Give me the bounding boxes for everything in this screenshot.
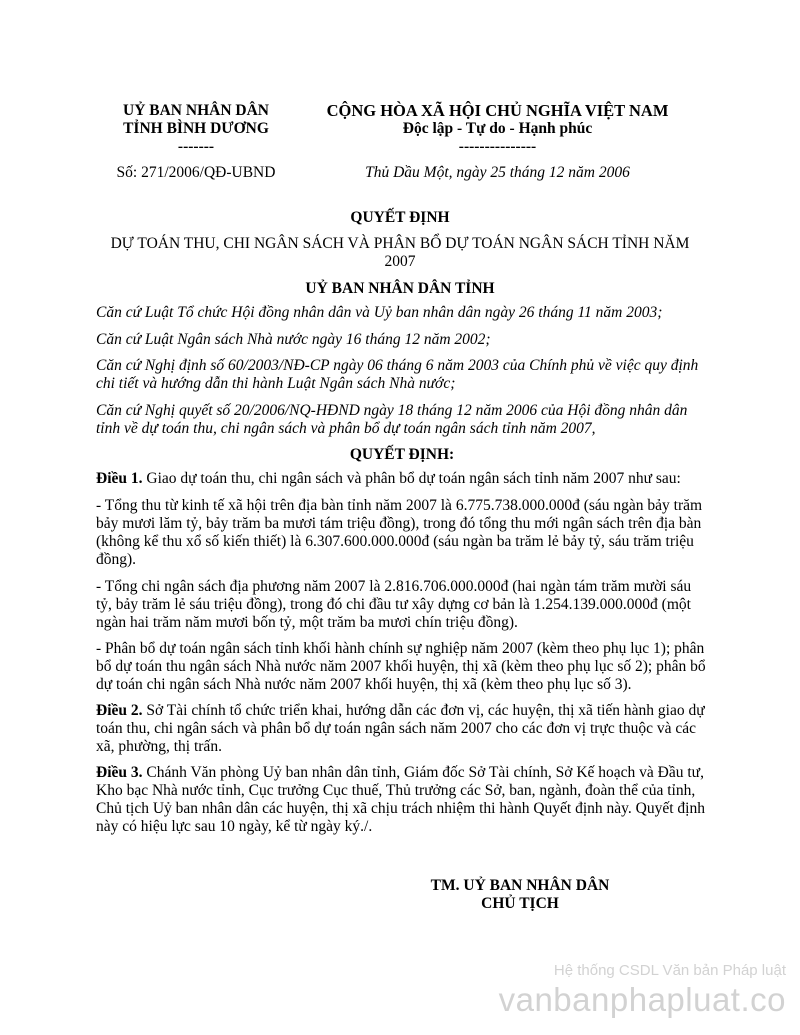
article-2 [96,702,708,756]
basis-4 [96,402,708,438]
basis-1 [96,304,708,322]
document-subject [100,235,700,271]
basis-text: Căn cứ Nghị định số 60/2003/NĐ-CP ngày 06 tháng 6 năm 2003 của Chính phủ về việc quy định chi tiết và hướng dẫn thi hành Luật Ngân sách Nhà nước; [96,357,699,392]
national-header [300,102,695,156]
article-2-label: Điều 2. [96,702,143,719]
signature-block [390,877,650,913]
motto-rule: --------------- [458,138,537,155]
basis-2 [96,331,708,349]
watermark-line-2: vanbanphapluat.co [498,981,786,1018]
issuing-agency [96,102,296,156]
article-1-text: Giao dự toán thu, chi ngân sách và phân bổ dự toán ngân sách tỉnh năm 2007 như sau: [146,470,681,487]
article-1-item-3 [96,640,708,694]
watermark-line-1: Hệ thống CSDL Văn bản Pháp luật [553,962,786,979]
article-3 [96,764,708,836]
list-item: - Phân bổ dự toán ngân sách tỉnh khối hành chính sự nghiệp năm 2007 (kèm theo phụ lục 1); phân bổ dự toán thu ngân sách Nhà nước năm 2007 khối huyện, thị xã (kèm theo phụ lục số 2); phân bổ dự toán chi ngân sách Nhà nước năm 2007 khối huyện, thị xã (kèm theo phụ lục số 3). [96,640,706,693]
place-date: Thủ Dầu Một, ngày 25 tháng 12 năm 2006 [365,164,630,181]
basis-text: Căn cứ Nghị quyết số 20/2006/NQ-HĐND ngày 18 tháng 12 năm 2006 của Hội đồng nhân dân tỉnh về dự toán thu, chi ngân sách và phân bổ dự toán ngân sách tỉnh năm 2007, [96,402,688,437]
issuer-heading: UỶ BAN NHÂN DÂN TỈNH [305,280,495,297]
article-3-text: Chánh Văn phòng Uỷ ban nhân dân tỉnh, Giám đốc Sở Tài chính, Sở Kế hoạch và Đầu tư, Kho bạc Nhà nước tỉnh, Cục trưởng Cục thuế, Thủ trưởng các Sở, ban, ngành, đoàn thể của tỉnh, Chủ tịch Uỷ ban nhân dân các huyện, thị xã chịu trách nhiệm thi hành Quyết định này. Quyết định này có hiệu lực sau 10 ngày, kể từ ngày ký./. [96,764,705,835]
agency-line-2: TỈNH BÌNH DƯƠNG [123,120,269,137]
article-3-label: Điều 3. [96,764,143,781]
document-number: Số: 271/2006/QĐ-UBND [116,164,276,181]
document-type: QUYẾT ĐỊNH [350,209,450,226]
decision-heading: QUYẾT ĐỊNH: [349,446,455,463]
article-1-label: Điều 1. [96,470,143,487]
signature-line-1: TM. UỶ BAN NHÂN DÂN [430,877,610,894]
article-1-item-1 [96,497,708,569]
list-item: - Tổng chi ngân sách địa phương năm 2007 là 2.816.706.000.000đ (hai ngàn tám trăm mười sáu tỷ, bảy trăm lẻ sáu triệu đồng), trong đó chi đầu tư xây dựng cơ bản là 1.254.139.000.000đ (một ngàn hai trăm năm mươi bốn tỷ, một trăm ba mươi chín triệu đồng). [96,578,692,631]
basis-3 [96,357,708,393]
signature-line-2: CHỦ TỊCH [481,895,559,912]
country-name: CỘNG HÒA XÃ HỘI CHỦ NGHĨA VIỆT NAM [326,101,669,120]
agency-line-1: UỶ BAN NHÂN DÂN [123,102,269,119]
article-2-text: Sở Tài chính tổ chức triển khai, hướng dẫn các đơn vị, các huyện, thị xã tiến hành giao dự toán thu, chi ngân sách và phân bổ dự toán ngân sách năm 2007 cho các đơn vị trực thuộc và các xã, phường, thị trấn. [96,702,705,755]
basis-text: Căn cứ Luật Ngân sách Nhà nước ngày 16 tháng 12 năm 2002; [96,331,491,348]
list-item: - Tổng thu từ kinh tế xã hội trên địa bàn tỉnh năm 2007 là 6.775.738.000.000đ (sáu ngàn bảy trăm bảy mươi lăm tỷ, bảy trăm ba mươi tám triệu đồng), trong đó tổng thu mới ngân sách trên địa bàn (không kể thu xổ số kiến thiết) là 6.307.600.000.000đ (sáu ngàn ba trăm lẻ bảy tỷ, sáu trăm triệu đồng). [96,497,703,568]
article-1 [96,470,708,488]
basis-text: Căn cứ Luật Tổ chức Hội đồng nhân dân và Uỷ ban nhân dân ngày 26 tháng 11 năm 2003; [96,304,663,321]
article-1-item-2 [96,578,708,632]
national-motto: Độc lập - Tự do - Hạnh phúc [402,120,593,137]
agency-rule: ------- [177,138,215,155]
subject-line-2: 2007 [384,253,416,270]
site-watermark [499,962,786,1020]
subject-line-1: DỰ TOÁN THU, CHI NGÂN SÁCH VÀ PHÂN BỔ DỰ TOÁN NGÂN SÁCH TỈNH NĂM [110,235,690,252]
